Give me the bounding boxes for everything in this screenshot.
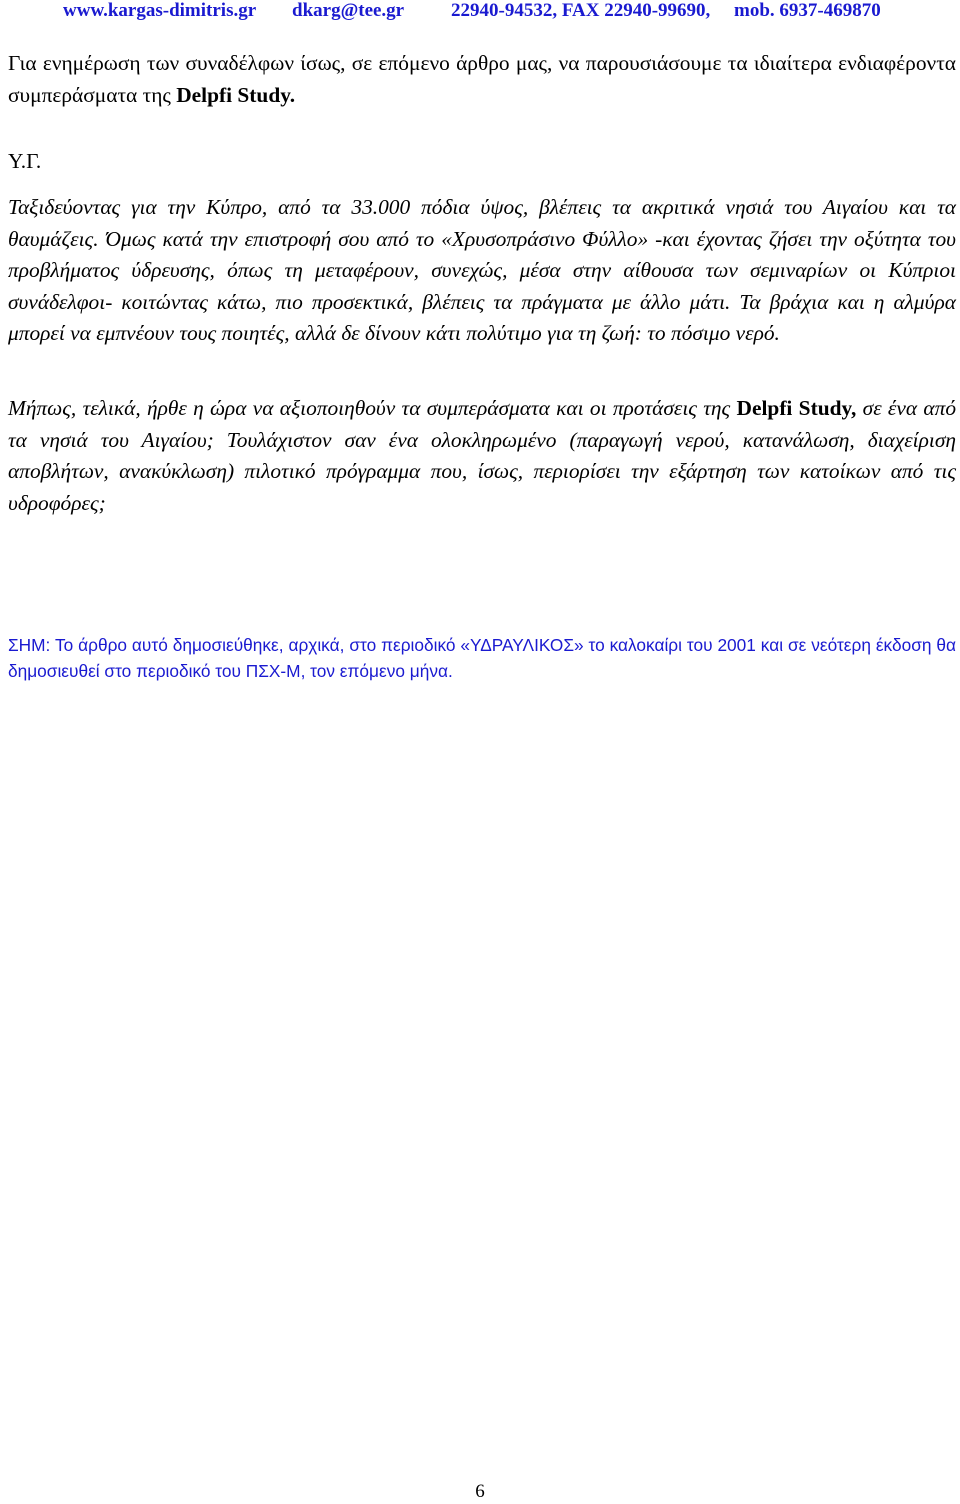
email-link[interactable]: dkarg@tee.gr [292, 0, 405, 21]
mobile-number: mob. 6937-469870 [734, 0, 881, 21]
question-text-after: σε ένα από τα νησιά του Αιγαίου; Τουλάχιστον σαν ένα ολοκληρωμένο (παραγωγή νερού, κατανάλωση, διαχείριση αποβλήτων, ανακύκλωση) πιλοτικό πρόγραμμα που, ίσως, περιορίσει την εξάρτηση των κατοίκων από τις υδροφόρες; [8, 396, 957, 515]
intro-text: Για ενημέρωση των συναδέλφων ίσως, σε επόμενο άρθρο μας, να παρουσιάσουμε τα ιδιαίτερα ενδιαφέροντα συμπεράσματα της [8, 51, 956, 107]
intro-paragraph [8, 48, 956, 111]
postscript-label: Υ.Γ. [8, 149, 42, 173]
intro-bold-title: Delpfi Study. [176, 82, 296, 107]
page-number: 6 [475, 1481, 485, 1502]
publication-note: ΣΗΜ: Το άρθρο αυτό δημοσιεύθηκε, αρχικά, στο περιοδικό «ΥΔΡΑΥΛΙΚΟΣ» το καλοκαίρι του 2001 και σε νεότερη έκδοση θα δημοσιευθεί στο περιοδικό του ΠΣΧ-Μ, τον επόμενο μήνα. [8, 635, 956, 681]
phone-numbers: 22940-94532, FAX 22940-99690, [451, 0, 711, 21]
website-link[interactable]: www.kargas-dimitris.gr [63, 0, 257, 21]
question-text-before: Μήπως, τελικά, ήρθε η ώρα να αξιοποιηθούν τα συμπεράσματα και οι προτάσεις της [8, 396, 737, 420]
travel-paragraph: Ταξιδεύοντας για την Κύπρο, από τα 33.000 πόδια ύψος, βλέπεις τα ακριτικά νησιά του Αιγαίου και τα θαυμάζεις. Όμως κατά την επιστροφή σου από το «Χρυσοπράσινο Φύλλο» -και έχοντας ζήσει την οξύτητα του προβλήματος ύδρευσης, όπως τη μεταφέρουν, συνεχώς, μέσα στην αίθουσα των σεμιναρίων οι Κύπριοι συνάδελφοι- κοιτώντας κάτω, πιο προσεκτικά, βλέπεις τα πράγματα με άλλο μάτι. Τα βράχια και η αλμύρα μπορεί να εμπνέουν τους ποιητές, αλλά δε δίνουν κάτι πολύτιμο για τη ζωή: το πόσιμο νερό. [8, 195, 956, 345]
page-header [0, 0, 960, 22]
question-bold-title: Delpfi Study, [736, 396, 857, 420]
question-paragraph [8, 393, 956, 519]
